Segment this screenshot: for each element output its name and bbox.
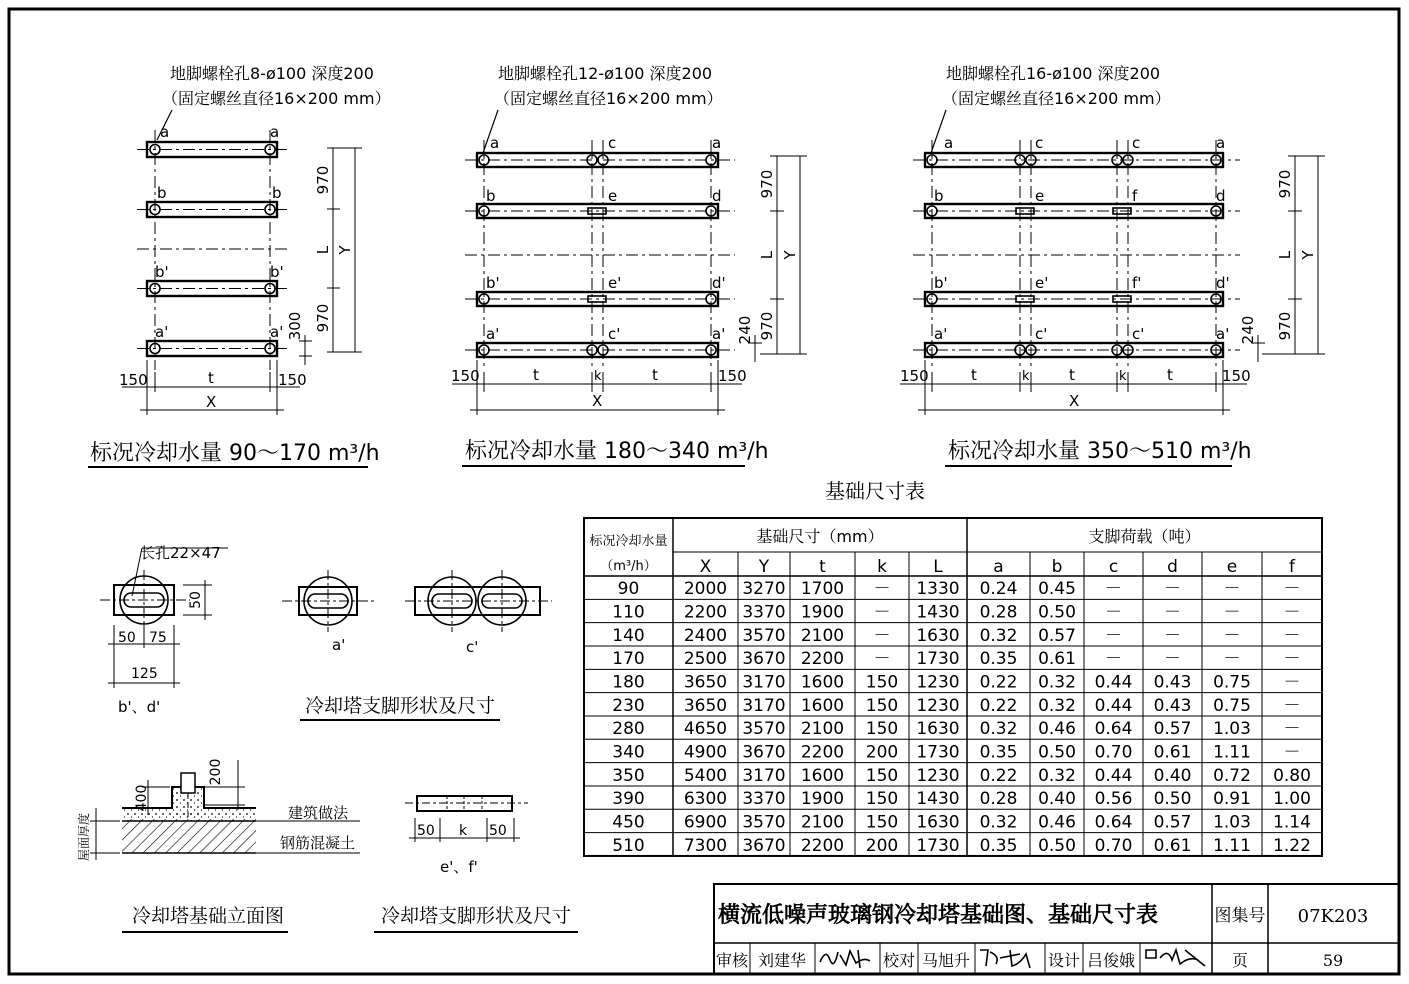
label-a-right: a xyxy=(1216,134,1226,152)
dim-970-top: 970 xyxy=(1276,169,1294,199)
table-cell: 0.44 xyxy=(1094,765,1133,786)
table-cell: 0.28 xyxy=(979,789,1018,810)
table-cell: － xyxy=(1283,719,1301,740)
table-cell: 0.44 xyxy=(1094,672,1133,693)
bolt-hole-note: 地脚螺栓孔16-ø100 深度200 xyxy=(946,64,1161,83)
table-cell: 0.35 xyxy=(979,742,1018,763)
dim-Y: Y xyxy=(781,250,799,260)
table-cell: 4900 xyxy=(683,742,728,763)
designer-signature xyxy=(1146,950,1205,966)
table-cell: － xyxy=(1164,649,1181,670)
dim-k-1: k xyxy=(1022,369,1030,384)
reviewer-signature xyxy=(820,950,870,968)
label-a-right: a xyxy=(712,134,722,152)
table-cell: 0.35 xyxy=(979,835,1018,856)
table-cell: 2200 xyxy=(683,602,728,623)
table-cell: 1330 xyxy=(916,579,960,600)
table-cell: 0.72 xyxy=(1213,765,1251,786)
label-bp: b' xyxy=(934,274,948,292)
table-cell: 0.91 xyxy=(1213,789,1251,810)
label-cp: c' xyxy=(1035,325,1048,343)
table-cell: － xyxy=(1105,649,1122,670)
elevation-title: 冷却塔基础立面图 xyxy=(132,905,285,927)
dim-970-bottom: 970 xyxy=(314,303,332,333)
foot-details xyxy=(100,544,578,932)
label-bp: b' xyxy=(486,274,500,292)
table-cell: 1700 xyxy=(800,579,845,600)
table-cell: 2400 xyxy=(683,625,728,646)
dim-t-1: t xyxy=(971,366,977,384)
label-b: b xyxy=(934,187,944,205)
table-cell: － xyxy=(1105,602,1122,623)
table-cell: 3370 xyxy=(742,602,786,623)
title-block xyxy=(714,884,1399,974)
table-cell: 0.28 xyxy=(979,602,1018,623)
checker-signature xyxy=(980,950,1030,968)
foot-c-label: c' xyxy=(466,638,479,656)
table-cell: － xyxy=(1105,625,1122,646)
dim-150-left: 150 xyxy=(451,367,480,385)
label-ep: e' xyxy=(608,274,622,292)
table-cell: 0.22 xyxy=(979,695,1018,716)
table-cell: 2100 xyxy=(800,719,845,740)
row-flow: 510 xyxy=(612,835,645,856)
label-a: a xyxy=(490,134,500,152)
table-cell: 0.32 xyxy=(1038,695,1076,716)
table-cell: － xyxy=(873,649,891,670)
table-cell: 2200 xyxy=(800,649,845,670)
table-cell: － xyxy=(1223,649,1241,670)
dim-Y: Y xyxy=(336,245,354,255)
table-title: 基础尺寸表 xyxy=(825,479,925,503)
row-flow: 280 xyxy=(612,719,645,740)
page-label: 页 xyxy=(1231,951,1249,970)
table-cell: 1430 xyxy=(916,602,960,623)
table-cell: 0.32 xyxy=(979,625,1018,646)
col-header-Y: Y xyxy=(758,557,770,577)
label-b: b xyxy=(157,184,167,202)
row-flow: 450 xyxy=(612,812,645,833)
label-e: e xyxy=(1035,187,1045,205)
table-cell: 1600 xyxy=(800,672,845,693)
header-flow: 标况冷却水量 xyxy=(589,534,668,549)
row-flow: 350 xyxy=(612,765,645,786)
table-cell: 3670 xyxy=(742,649,786,670)
table-cell: 0.64 xyxy=(1094,812,1133,833)
label-e: e xyxy=(608,187,618,205)
label-b: b xyxy=(486,187,496,205)
table-cell: 2200 xyxy=(800,835,845,856)
atlas-label: 图集号 xyxy=(1214,906,1266,926)
table-cell: 1.03 xyxy=(1213,812,1251,833)
foundation-plan-180-340 xyxy=(451,64,807,466)
foot-title-2: 冷却塔支脚形状及尺寸 xyxy=(381,905,572,927)
dim-400: 400 xyxy=(134,784,150,812)
caption-180-340: 标况冷却水量 180～340 m³/h xyxy=(465,439,769,464)
table-cell: 1230 xyxy=(916,695,960,716)
header-load: 支脚荷载（吨） xyxy=(1088,527,1201,546)
table-cell: 0.50 xyxy=(1038,602,1076,623)
table-cell: 4650 xyxy=(683,719,728,740)
dim-150-right: 150 xyxy=(278,371,307,389)
table-cell: 1.00 xyxy=(1273,789,1311,810)
table-cell: 0.80 xyxy=(1273,765,1311,786)
dim-X: X xyxy=(1069,392,1080,410)
dim-k-2: k xyxy=(1119,369,1127,384)
roof-thickness-label: 屋面厚度 xyxy=(77,812,91,862)
table-cell: 0.70 xyxy=(1094,835,1133,856)
label-d: d xyxy=(712,187,722,205)
col-header-e: e xyxy=(1226,557,1238,577)
table-cell: 0.45 xyxy=(1038,579,1076,600)
label-cp-2: c' xyxy=(1132,325,1145,343)
table-cell: 3270 xyxy=(742,579,786,600)
table-cell: 3370 xyxy=(742,789,786,810)
label-ep: e' xyxy=(1035,274,1049,292)
table-cell: 0.50 xyxy=(1153,789,1192,810)
header-flow-unit: （m³/h） xyxy=(600,559,657,574)
row-flow: 110 xyxy=(612,602,645,623)
dim-t-2: t xyxy=(1069,366,1075,384)
dim-970-bottom: 970 xyxy=(758,311,776,341)
table-cell: 1.11 xyxy=(1213,835,1251,856)
dim-240: 240 xyxy=(736,315,754,345)
table-cell: 1900 xyxy=(800,602,845,623)
table-cell: － xyxy=(1283,579,1301,600)
table-cell: 1.14 xyxy=(1273,812,1311,833)
caption-90-170: 标况冷却水量 90～170 m³/h xyxy=(90,441,380,466)
label-b-right: b xyxy=(272,184,282,202)
table-cell: 3650 xyxy=(683,695,728,716)
foot-title-1: 冷却塔支脚形状及尺寸 xyxy=(305,695,496,717)
table-cell: 0.32 xyxy=(979,719,1018,740)
table-cell: 3670 xyxy=(742,742,786,763)
label-ap-right: a' xyxy=(712,325,726,343)
table-cell: 0.75 xyxy=(1213,672,1251,693)
table-cell: 2100 xyxy=(800,812,845,833)
table-cell: 0.56 xyxy=(1094,789,1133,810)
col-header-t: t xyxy=(819,557,826,577)
table-cell: 0.61 xyxy=(1038,649,1076,670)
table-cell: 150 xyxy=(865,672,899,693)
checker-name: 马旭升 xyxy=(921,951,971,970)
table-cell: 0.57 xyxy=(1038,625,1076,646)
dim-50-vert: 50 xyxy=(188,591,204,609)
table-cell: 3170 xyxy=(742,672,786,693)
row-flow: 340 xyxy=(612,742,645,763)
label-dp: d' xyxy=(712,274,726,292)
dim-125: 125 xyxy=(131,666,158,682)
check-label: 校对 xyxy=(882,951,916,970)
table-cell: － xyxy=(1223,579,1241,600)
table-cell: － xyxy=(1283,742,1301,763)
label-ap-right: a' xyxy=(1216,325,1230,343)
foundation-plan-350-510 xyxy=(900,64,1325,466)
col-header-f: f xyxy=(1289,557,1295,577)
dim-50: 50 xyxy=(118,630,136,646)
table-cell: － xyxy=(1223,625,1241,646)
label-a: a xyxy=(944,134,954,152)
dim-Y: Y xyxy=(1299,250,1317,260)
dim-150-left: 150 xyxy=(900,367,929,385)
col-header-L: L xyxy=(933,557,943,577)
table-cell: 200 xyxy=(865,835,899,856)
dim-300: 300 xyxy=(286,311,304,341)
table-cell: 0.44 xyxy=(1094,695,1133,716)
table-cell: 1900 xyxy=(800,789,845,810)
designer-name: 吕俊娥 xyxy=(1086,951,1136,970)
table-cell: － xyxy=(1283,695,1301,716)
table-cell: 0.35 xyxy=(979,649,1018,670)
col-header-c: c xyxy=(1108,557,1119,577)
table-cell: 2100 xyxy=(800,625,845,646)
table-cell: 0.43 xyxy=(1153,695,1192,716)
table-cell: 150 xyxy=(865,812,899,833)
table-cell: 6900 xyxy=(683,812,728,833)
dim-50-right: 50 xyxy=(489,823,507,839)
table-cell: 1630 xyxy=(916,625,960,646)
table-cell: － xyxy=(1105,579,1122,600)
dim-t-right: t xyxy=(652,366,658,384)
dim-200: 200 xyxy=(208,758,224,786)
label-a: a xyxy=(160,123,170,141)
bolt-hole-note: 地脚螺栓孔12-ø100 深度200 xyxy=(498,64,713,83)
dim-50-left: 50 xyxy=(417,823,435,839)
table-cell: 0.22 xyxy=(979,765,1018,786)
label-c-2: c xyxy=(1132,134,1141,152)
table-cell: 1730 xyxy=(916,649,960,670)
layer-concrete: 钢筋混凝土 xyxy=(280,834,356,852)
table-cell: － xyxy=(1164,579,1181,600)
foundation-size-table xyxy=(584,518,1322,856)
dim-X: X xyxy=(206,393,217,411)
table-cell: 0.22 xyxy=(979,672,1018,693)
table-cell: 0.24 xyxy=(979,579,1018,600)
table-cell: 3670 xyxy=(742,835,786,856)
dim-L: L xyxy=(1276,250,1294,260)
table-cell: 0.46 xyxy=(1038,812,1076,833)
table-cell: 150 xyxy=(865,719,899,740)
drawing-title: 横流低噪声玻璃钢冷却塔基础图、基础尺寸表 xyxy=(718,903,1159,928)
table-cell: 0.50 xyxy=(1038,835,1076,856)
label-ap-right: a' xyxy=(270,323,284,341)
row-flow: 230 xyxy=(612,695,645,716)
dim-240: 240 xyxy=(1239,315,1257,345)
label-f: f xyxy=(1132,187,1138,205)
dim-t-3: t xyxy=(1167,366,1173,384)
foot-a-label: a' xyxy=(332,636,346,654)
table-cell: － xyxy=(873,602,891,623)
table-cell: 3170 xyxy=(742,695,786,716)
dim-150-right: 150 xyxy=(1222,367,1251,385)
label-fp: f' xyxy=(1132,274,1142,292)
row-flow: 390 xyxy=(612,789,645,810)
fix-screw-note: （固定螺丝直径16×200 mm） xyxy=(942,89,1171,108)
design-label: 设计 xyxy=(1047,951,1081,970)
dim-970-top: 970 xyxy=(758,169,776,199)
col-header-a: a xyxy=(993,557,1004,577)
row-flow: 140 xyxy=(612,625,645,646)
label-d: d xyxy=(1216,187,1226,205)
label-ap: a' xyxy=(486,325,500,343)
table-cell: 1600 xyxy=(800,765,845,786)
row-flow: 170 xyxy=(612,649,645,670)
foot-b-d-label: b'、d' xyxy=(118,698,161,716)
table-cell: 2500 xyxy=(683,649,728,670)
label-cp: c' xyxy=(608,325,621,343)
table-cell: － xyxy=(873,579,891,600)
table-cell: 0.40 xyxy=(1153,765,1192,786)
row-flow: 90 xyxy=(617,579,640,600)
table-cell: 1630 xyxy=(916,719,960,740)
table-cell: 5400 xyxy=(683,765,728,786)
table-cell: 0.32 xyxy=(979,812,1018,833)
table-cell: 3570 xyxy=(742,625,786,646)
foundation-elevation xyxy=(76,759,360,932)
foot-e-f-label: e'、f' xyxy=(440,858,478,876)
table-cell: 200 xyxy=(865,742,899,763)
layer-finish: 建筑做法 xyxy=(288,804,349,822)
dim-X: X xyxy=(592,392,603,410)
table-cell: 1730 xyxy=(916,742,960,763)
label-ap: a' xyxy=(155,323,169,341)
bolt-hole-note: 地脚螺栓孔8-ø100 深度200 xyxy=(170,64,374,83)
table-cell: 2000 xyxy=(683,579,728,600)
table-cell: － xyxy=(1283,649,1301,670)
table-cell: 150 xyxy=(865,765,899,786)
label-bp-right: b' xyxy=(270,263,284,281)
table-cell: 0.57 xyxy=(1153,719,1192,740)
label-dp: d' xyxy=(1216,274,1230,292)
label-c: c xyxy=(608,134,617,152)
slot-size-label: 长孔22×47 xyxy=(140,544,221,562)
label-ap: a' xyxy=(934,325,948,343)
table-cell: 0.61 xyxy=(1153,835,1192,856)
table-cell: 1630 xyxy=(916,812,960,833)
review-label: 审核 xyxy=(715,951,749,970)
table-cell: － xyxy=(1283,625,1301,646)
table-cell: 0.43 xyxy=(1153,672,1192,693)
atlas-number: 07K203 xyxy=(1297,906,1369,927)
table-cell: 0.57 xyxy=(1153,812,1192,833)
dim-t: t xyxy=(208,369,214,387)
table-cell: 3570 xyxy=(742,719,786,740)
dim-L: L xyxy=(314,245,332,255)
table-cell: 0.75 xyxy=(1213,695,1251,716)
table-cell: 1430 xyxy=(916,789,960,810)
table-cell: 1230 xyxy=(916,672,960,693)
dim-150-left: 150 xyxy=(119,371,148,389)
table-cell: － xyxy=(873,625,891,646)
caption-350-510: 标况冷却水量 350～510 m³/h xyxy=(948,439,1252,464)
dim-k: k xyxy=(594,369,602,384)
table-cell: 7300 xyxy=(683,835,728,856)
dim-t-left: t xyxy=(533,366,539,384)
col-header-k: k xyxy=(877,557,887,577)
table-cell: 0.32 xyxy=(1038,765,1076,786)
label-bp: b' xyxy=(155,263,169,281)
table-cell: 1600 xyxy=(800,695,845,716)
dim-L: L xyxy=(758,250,776,260)
dim-150-right: 150 xyxy=(718,367,747,385)
table-cell: － xyxy=(1223,602,1241,623)
fix-screw-note: （固定螺丝直径16×200 mm） xyxy=(162,89,391,108)
col-header-d: d xyxy=(1167,557,1178,577)
foundation-plan-90-170 xyxy=(88,64,391,467)
dim-75: 75 xyxy=(149,630,167,646)
table-cell: 1730 xyxy=(916,835,960,856)
label-c: c xyxy=(1035,134,1044,152)
dim-k: k xyxy=(459,823,468,839)
table-cell: 0.32 xyxy=(1038,672,1076,693)
table-cell: 1230 xyxy=(916,765,960,786)
table-cell: 150 xyxy=(865,695,899,716)
table-cell: － xyxy=(1164,602,1181,623)
table-cell: － xyxy=(1164,625,1181,646)
col-header-X: X xyxy=(699,557,712,577)
header-dimension: 基础尺寸（mm） xyxy=(756,527,884,546)
reviewer-name: 刘建华 xyxy=(757,951,807,970)
table-cell: 3650 xyxy=(683,672,728,693)
table-cell: 0.64 xyxy=(1094,719,1133,740)
page-number: 59 xyxy=(1322,951,1344,970)
table-cell: 2200 xyxy=(800,742,845,763)
dim-970-bottom: 970 xyxy=(1276,311,1294,341)
label-a-right: a xyxy=(270,123,280,141)
col-header-b: b xyxy=(1051,557,1063,577)
table-cell: 0.50 xyxy=(1038,742,1076,763)
fix-screw-note: （固定螺丝直径16×200 mm） xyxy=(494,89,723,108)
table-cell: 0.61 xyxy=(1153,742,1192,763)
table-cell: 0.40 xyxy=(1038,789,1076,810)
table-cell: 1.03 xyxy=(1213,719,1251,740)
table-cell: 0.70 xyxy=(1094,742,1133,763)
table-cell: 3570 xyxy=(742,812,786,833)
row-flow: 180 xyxy=(612,672,645,693)
table-cell: － xyxy=(1283,672,1301,693)
table-cell: － xyxy=(1283,602,1301,623)
table-cell: 3170 xyxy=(742,765,786,786)
table-cell: 6300 xyxy=(683,789,728,810)
table-cell: 0.46 xyxy=(1038,719,1076,740)
table-cell: 1.22 xyxy=(1273,835,1311,856)
dim-970-top: 970 xyxy=(314,165,332,195)
table-cell: 1.11 xyxy=(1213,742,1251,763)
table-cell: 150 xyxy=(865,789,899,810)
